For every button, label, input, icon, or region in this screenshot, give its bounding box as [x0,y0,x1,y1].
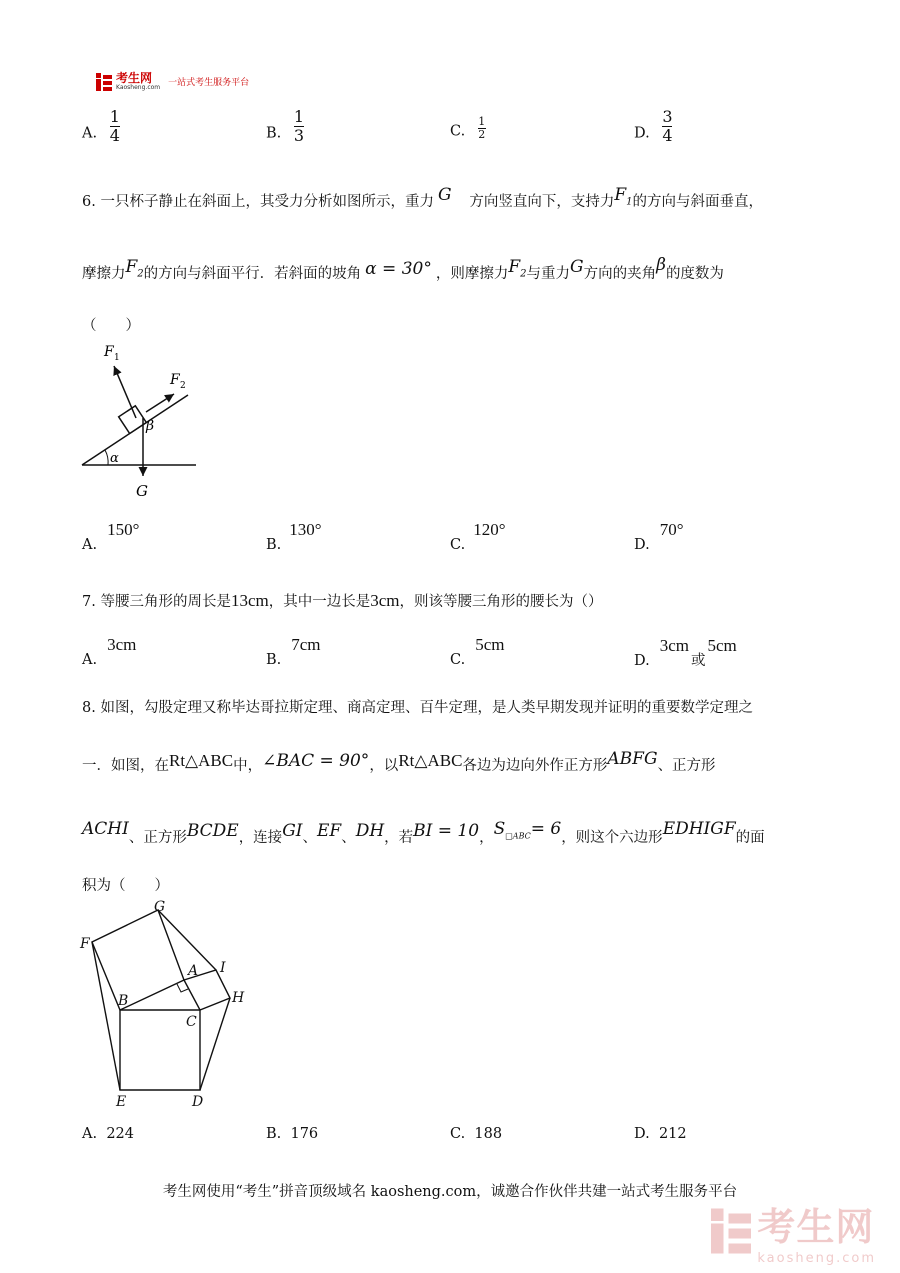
q5-option-a[interactable]: A. $\frac{1}{4}$ [82,107,120,145]
q6-options [82,520,842,553]
label-alpha: α [110,451,119,466]
segment-gi [158,910,216,970]
q5-option-b[interactable]: B. $\frac{1}{3}$ [266,107,305,145]
fraction: $\frac{1}{2}$ [478,115,486,141]
q8-line-4: 积为（ ） [82,878,169,894]
q5-option-d[interactable]: D. $\frac{3}{4}$ [634,107,673,145]
q7-option-a[interactable]: A.3cm [82,635,137,668]
segment-dh [200,998,230,1090]
segment-ef [92,942,120,1090]
q7-option-d[interactable]: D.3cm或5cm [634,636,737,669]
q6-paren: （ ） [82,318,140,334]
q6-line-1: 6. 一只杯子静止在斜面上，其受力分析如图所示，重力 G 方向竖直向下，支持力$F_1$的方向与斜面垂直， [82,185,764,210]
label-f1: F [104,344,114,360]
f2-arrow [146,394,174,412]
label-beta: β [146,418,155,434]
q7-option-b[interactable]: B.7cm [266,635,321,668]
q8-option-d[interactable]: D. 212 [634,1126,687,1142]
q8-option-c[interactable]: C. 188 [450,1126,503,1142]
q6-line-2: 摩擦力$F_2$的方向与斜面平行．若斜面的坡角 α = 30° ，则摩擦力$F_2$与重力G方向的夹角β的度数为 [82,255,724,282]
header-logo [96,72,249,91]
q8-option-a[interactable]: A. 224 [82,1126,134,1142]
q8-figure [78,898,258,1110]
q6-option-c[interactable]: C.120° [450,520,506,553]
q5-options [82,104,842,150]
q6-option-a[interactable]: A.150° [82,520,140,553]
q5-option-c[interactable]: C. $\frac{1}{2}$ [450,115,486,141]
label-a: A [188,963,199,979]
q6-figure [76,340,206,505]
q7-question: 7. 等腰三角形的周长是13cm，其中一边长是3cm，则该等腰三角形的腰长为（） [82,591,603,610]
square-abfg [92,910,184,1010]
f1-arrow [114,366,136,418]
label-f2-sub: 2 [180,381,186,391]
q6-option-d[interactable]: D.70° [634,520,684,553]
label-g: G [136,482,148,500]
logo-icon [96,73,112,91]
watermark [711,1196,876,1266]
q8-line-2: 一．如图，在Rt△ABC中，∠BAC = 90°，以Rt△ABC各边为边向外作正方形ABFG、正方形 [82,749,716,774]
label-e: E [116,1094,127,1110]
watermark-name: 考生网 [757,1205,875,1249]
q8-option-b[interactable]: B. 176 [266,1126,319,1142]
label-b: B [118,993,129,1009]
label-i: I [220,960,226,976]
footer-text: 考生网使用“考生”拼音顶级域名 kaosheng.com，诚邀合作伙伴共建一站式考生服务平台 [162,1184,738,1200]
logo-slogan: 一站式考生服务平台 [168,78,250,88]
watermark-logo-icon [711,1208,751,1254]
label-h: H [232,990,245,1006]
fraction: $\frac{3}{4}$ [662,107,673,145]
fraction: $\frac{1}{4}$ [109,107,120,145]
fraction: $\frac{1}{3}$ [293,107,305,145]
q8-options [82,1126,842,1148]
logo-name: 考生网 [116,71,153,85]
q8-line-1: 8. 如图，勾股定理又称毕达哥拉斯定理、商高定理、百牛定理，是人类早期发现并证明的重要数学定理之 [82,700,753,716]
q8-line-3: ACHI、正方形BCDE，连接GI、EF、DH，若BI = 10，$S_{□ABC}= 6$，则这个六边形EDHIGF的面 [82,819,765,846]
q7-option-c[interactable]: C.5cm [450,635,505,668]
label-g: G [154,899,166,915]
logo-domain: Kaosheng.com [116,84,161,91]
label-f: F [80,936,90,952]
label-f2: F [170,372,180,388]
watermark-domain: kaosheng.com [757,1251,876,1266]
q6-option-b[interactable]: B.130° [266,520,322,553]
q7-options [82,635,842,669]
label-c: C [186,1014,197,1030]
label-d: D [192,1094,204,1110]
label-f1-sub: 1 [114,353,120,363]
